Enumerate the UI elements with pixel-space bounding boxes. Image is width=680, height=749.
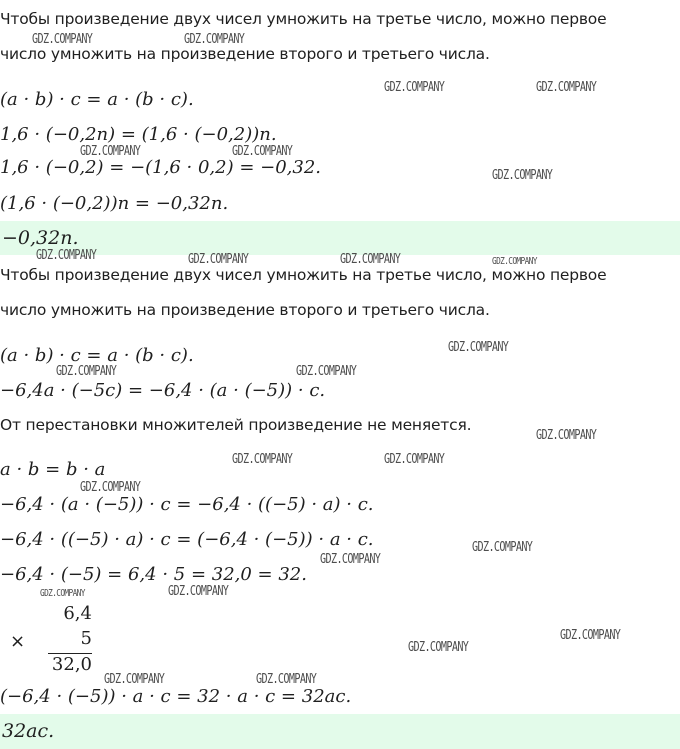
column-top-number: 6,4 — [63, 603, 92, 624]
watermark: GDZ.COMPANY — [384, 452, 445, 467]
answer-box — [0, 221, 680, 255]
watermark: GDZ.COMPANY — [232, 144, 293, 159]
solution-step: −6,4 · (a · (−5)) · c = −6,4 · ((−5) · a) · c. — [0, 494, 374, 515]
rule-text-line1: Чтобы произведение двух чисел умножить на третье число, можно первое — [0, 10, 607, 28]
watermark: GDZ.COMPANY — [40, 588, 85, 599]
rule-text-line2: число умножить на произведение второго и третьего числа. — [0, 301, 490, 319]
multiply-sign: × — [10, 631, 26, 652]
watermark: GDZ.COMPANY — [56, 364, 117, 379]
watermark: GDZ.COMPANY — [80, 480, 141, 495]
answer-box — [0, 714, 680, 749]
answer-text: −0,32n. — [2, 227, 79, 249]
solution-step: 1,6 · (−0,2) = −(1,6 · 0,2) = −0,32. — [0, 157, 322, 178]
watermark: GDZ.COMPANY — [32, 32, 93, 47]
watermark: GDZ.COMPANY — [408, 640, 469, 655]
answer-text: 32ac. — [2, 720, 55, 742]
watermark: GDZ.COMPANY — [448, 340, 509, 355]
watermark: GDZ.COMPANY — [232, 452, 293, 467]
solution-step: −6,4a · (−5c) = −6,4 · (a · (−5)) · c. — [0, 380, 326, 401]
watermark: GDZ.COMPANY — [80, 144, 141, 159]
watermark: GDZ.COMPANY — [536, 428, 597, 443]
watermark: GDZ.COMPANY — [320, 552, 381, 567]
watermark: GDZ.COMPANY — [536, 80, 597, 95]
commutative-rule-text: От перестановки множителей произведение не меняется. — [0, 416, 472, 434]
rule-text-line2: число умножить на произведение второго и третьего числа. — [0, 45, 490, 63]
watermark: GDZ.COMPANY — [560, 628, 621, 643]
watermark: GDZ.COMPANY — [472, 540, 533, 555]
watermark: GDZ.COMPANY — [296, 364, 357, 379]
solution-step: (1,6 · (−0,2))n = −0,32n. — [0, 193, 229, 214]
watermark: GDZ.COMPANY — [104, 672, 165, 687]
commutative-formula: a · b = b · a — [0, 459, 106, 480]
solution-step: −6,4 · (−5) = 6,4 · 5 = 32,0 = 32. — [0, 564, 307, 585]
watermark: GDZ.COMPANY — [36, 248, 97, 263]
watermark: GDZ.COMPANY — [492, 256, 537, 267]
solution-step: 1,6 · (−0,2n) = (1,6 · (−0,2))n. — [0, 124, 277, 145]
column-multiplier: 5 — [80, 628, 92, 649]
watermark: GDZ.COMPANY — [256, 672, 317, 687]
rule-text-line1: Чтобы произведение двух чисел умножить на третье число, можно первое — [0, 266, 607, 284]
watermark: GDZ.COMPANY — [188, 252, 249, 267]
watermark: GDZ.COMPANY — [492, 168, 553, 183]
solution-step: −6,4 · ((−5) · a) · c = (−6,4 · (−5)) · a · c. — [0, 529, 374, 550]
associative-formula: (a · b) · c = a · (b · c). — [0, 345, 194, 366]
watermark: GDZ.COMPANY — [384, 80, 445, 95]
watermark: GDZ.COMPANY — [340, 252, 401, 267]
column-result: 32,0 — [51, 654, 92, 675]
solution-step: (−6,4 · (−5)) · a · c = 32 · a · c = 32ac. — [0, 686, 352, 707]
watermark: GDZ.COMPANY — [168, 584, 229, 599]
associative-formula: (a · b) · c = a · (b · c). — [0, 89, 194, 110]
watermark: GDZ.COMPANY — [184, 32, 245, 47]
